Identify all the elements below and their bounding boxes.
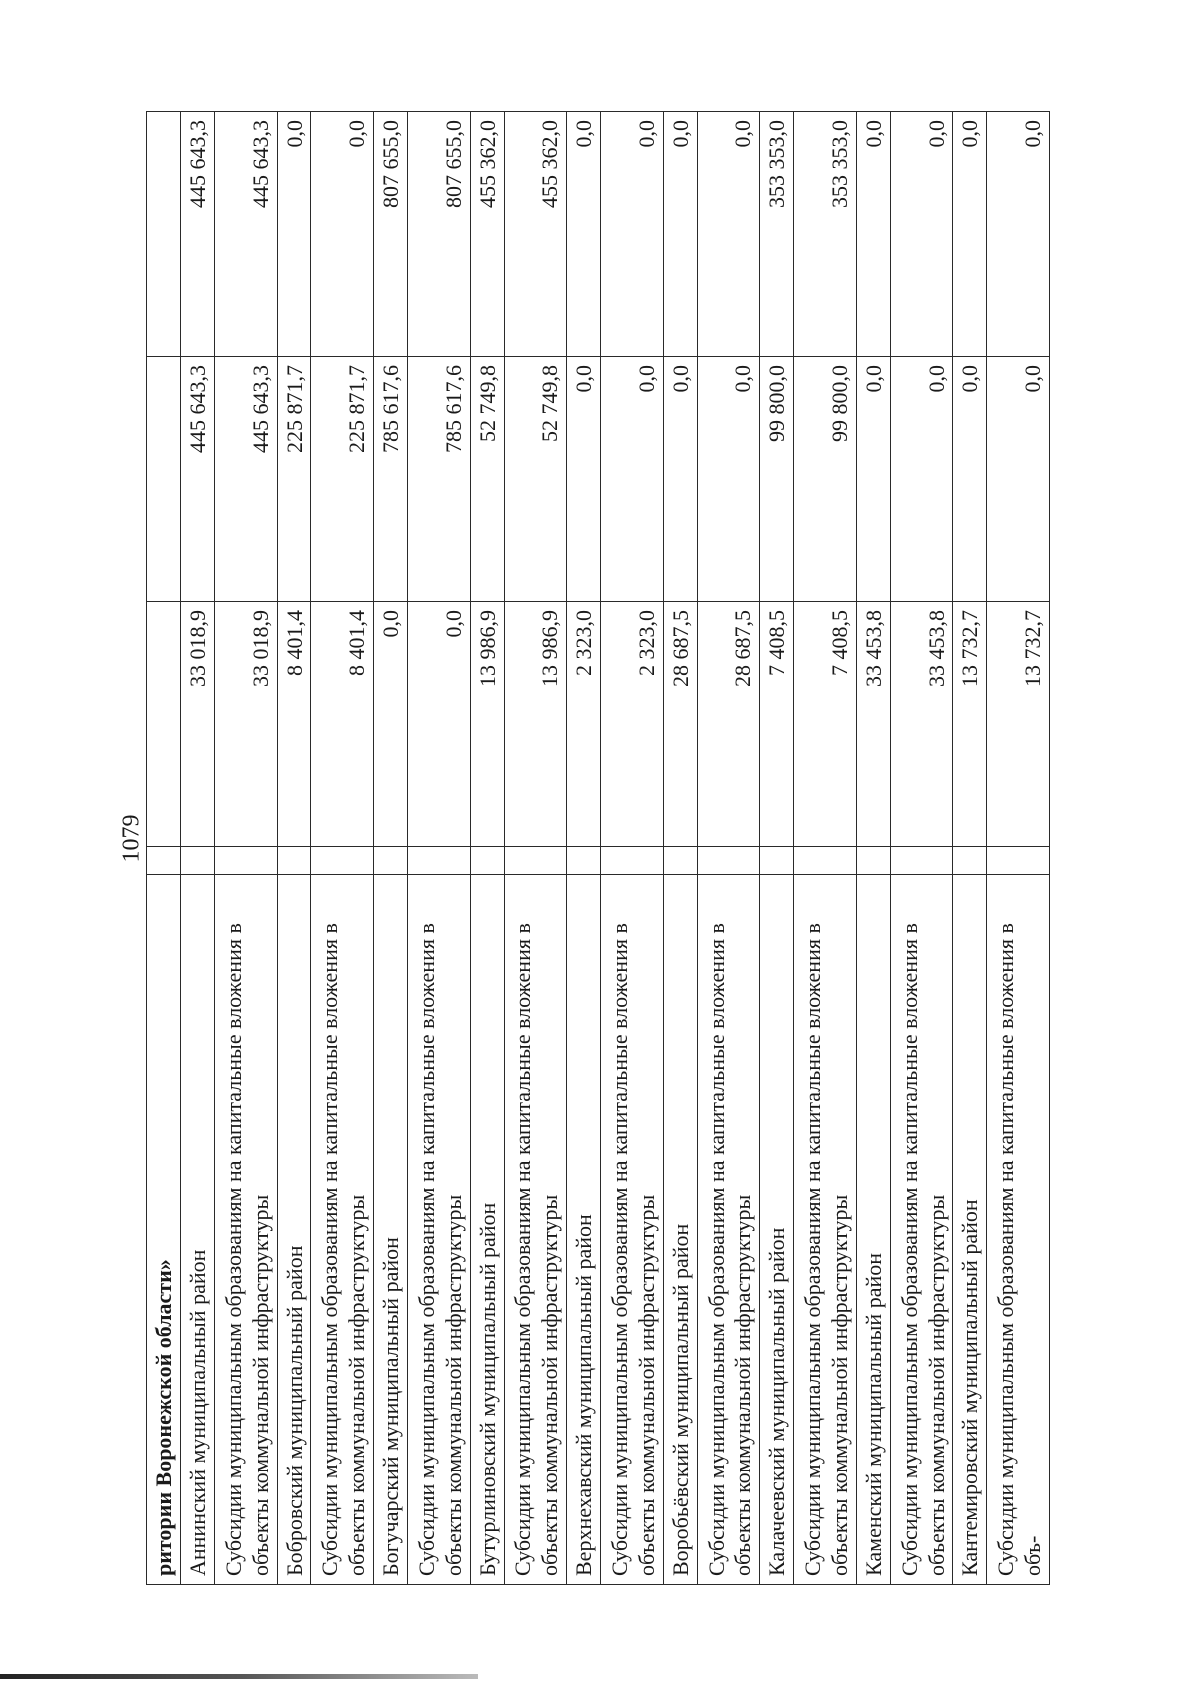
value-cell: 0,0 <box>408 602 471 847</box>
empty-cell <box>953 847 987 875</box>
row-name-cell: Верхнехавский муниципальный район <box>567 875 601 1585</box>
table-row <box>504 112 567 1585</box>
value-cell: 33 453,8 <box>856 602 890 847</box>
value-cell: 785 617,6 <box>374 357 408 602</box>
row-name-cell: Субсидии муниципальным образованиям на капитальные вложения в объ- <box>987 875 1050 1585</box>
row-name-cell: Субсидии муниципальным образованиям на капитальные вложения в объекты коммунальной инфраструктуры <box>504 875 567 1585</box>
value-cell: 13 732,7 <box>953 602 987 847</box>
value-cell: 0,0 <box>953 357 987 602</box>
table-row <box>987 112 1050 1585</box>
value-cell: 7 408,5 <box>760 602 794 847</box>
table-row <box>408 112 471 1585</box>
empty-cell <box>697 847 760 875</box>
value-cell: 0,0 <box>663 112 697 357</box>
value-cell: 2 323,0 <box>567 602 601 847</box>
value-cell: 13 986,9 <box>504 602 567 847</box>
table-cell <box>147 357 181 602</box>
table-row <box>856 112 890 1585</box>
empty-cell <box>180 847 214 875</box>
value-cell: 0,0 <box>697 112 760 357</box>
value-cell: 0,0 <box>567 357 601 602</box>
value-cell: 807 655,0 <box>374 112 408 357</box>
table-cell <box>147 112 181 357</box>
table-row <box>697 112 760 1585</box>
empty-cell <box>277 847 311 875</box>
value-cell: 0,0 <box>987 112 1050 357</box>
value-cell: 445 643,3 <box>180 112 214 357</box>
value-cell: 52 749,8 <box>470 357 504 602</box>
empty-cell <box>470 847 504 875</box>
value-cell: 99 800,0 <box>760 357 794 602</box>
table-row <box>277 112 311 1585</box>
empty-cell <box>890 847 953 875</box>
value-cell: 0,0 <box>856 112 890 357</box>
row-name-cell: Субсидии муниципальным образованиям на капитальные вложения в объекты коммунальной инфраструктуры <box>601 875 664 1585</box>
empty-cell <box>408 847 471 875</box>
empty-cell <box>601 847 664 875</box>
empty-cell <box>214 847 277 875</box>
value-cell: 0,0 <box>697 357 760 602</box>
value-cell: 0,0 <box>374 602 408 847</box>
value-cell: 0,0 <box>890 357 953 602</box>
value-cell: 445 643,3 <box>214 357 277 602</box>
table-cell <box>147 847 181 875</box>
value-cell: 225 871,7 <box>311 357 374 602</box>
value-cell: 0,0 <box>311 112 374 357</box>
empty-cell <box>504 847 567 875</box>
table-row <box>601 112 664 1585</box>
value-cell: 0,0 <box>601 357 664 602</box>
value-cell: 445 643,3 <box>180 357 214 602</box>
row-name-cell: Субсидии муниципальным образованиям на капитальные вложения в объекты коммунальной инфраструктуры <box>311 875 374 1585</box>
value-cell: 445 643,3 <box>214 112 277 357</box>
value-cell: 33 453,8 <box>890 602 953 847</box>
value-cell: 13 732,7 <box>987 602 1050 847</box>
table-row <box>470 112 504 1585</box>
value-cell: 0,0 <box>567 112 601 357</box>
table-header-row <box>147 112 181 1585</box>
row-name-cell: Субсидии муниципальным образованиям на капитальные вложения в объекты коммунальной инфраструктуры <box>697 875 760 1585</box>
row-name-cell: Аннинский муниципальный район <box>180 875 214 1585</box>
value-cell: 99 800,0 <box>794 357 857 602</box>
row-name-cell: Богучарский муниципальный район <box>374 875 408 1585</box>
value-cell: 455 362,0 <box>470 112 504 357</box>
row-name-cell: Субсидии муниципальным образованиям на капитальные вложения в объекты коммунальной инфраструктуры <box>890 875 953 1585</box>
empty-cell <box>374 847 408 875</box>
empty-cell <box>794 847 857 875</box>
table-row <box>567 112 601 1585</box>
value-cell: 455 362,0 <box>504 112 567 357</box>
empty-cell <box>760 847 794 875</box>
table-row <box>180 112 214 1585</box>
table-row <box>890 112 953 1585</box>
value-cell: 52 749,8 <box>504 357 567 602</box>
value-cell: 0,0 <box>277 112 311 357</box>
row-name-cell: Каменский муниципальный район <box>856 875 890 1585</box>
value-cell: 353 353,0 <box>794 112 857 357</box>
row-name-cell: Воробьёвский муниципальный район <box>663 875 697 1585</box>
budget-table <box>146 111 1050 1585</box>
empty-cell <box>663 847 697 875</box>
table-row <box>374 112 408 1585</box>
row-name-cell: Бутурлиновский муниципальный район <box>470 875 504 1585</box>
empty-cell <box>311 847 374 875</box>
value-cell: 13 986,9 <box>470 602 504 847</box>
table-row <box>794 112 857 1585</box>
page-number: 1079 <box>118 814 145 863</box>
value-cell: 28 687,5 <box>697 602 760 847</box>
table-row <box>760 112 794 1585</box>
value-cell: 8 401,4 <box>311 602 374 847</box>
value-cell: 0,0 <box>601 112 664 357</box>
value-cell: 0,0 <box>890 112 953 357</box>
value-cell: 8 401,4 <box>277 602 311 847</box>
value-cell: 33 018,9 <box>214 602 277 847</box>
table-cell <box>147 602 181 847</box>
value-cell: 0,0 <box>987 357 1050 602</box>
row-name-cell: Калачеевский муниципальный район <box>760 875 794 1585</box>
value-cell: 0,0 <box>663 357 697 602</box>
empty-cell <box>567 847 601 875</box>
value-cell: 0,0 <box>953 112 987 357</box>
value-cell: 807 655,0 <box>408 112 471 357</box>
empty-cell <box>856 847 890 875</box>
scan-edge-rule <box>0 1674 478 1679</box>
value-cell: 7 408,5 <box>794 602 857 847</box>
value-cell: 225 871,7 <box>277 357 311 602</box>
value-cell: 28 687,5 <box>663 602 697 847</box>
row-name-cell: Бобровский муниципальный район <box>277 875 311 1585</box>
value-cell: 2 323,0 <box>601 602 664 847</box>
value-cell: 0,0 <box>856 357 890 602</box>
row-name-cell: Субсидии муниципальным образованиям на капитальные вложения в объекты коммунальной инфраструктуры <box>214 875 277 1585</box>
value-cell: 353 353,0 <box>760 112 794 357</box>
table-row <box>953 112 987 1585</box>
empty-cell <box>987 847 1050 875</box>
row-name-cell: Кантемировский муниципальный район <box>953 875 987 1585</box>
row-name-cell: Субсидии муниципальным образованиям на капитальные вложения в объекты коммунальной инфраструктуры <box>794 875 857 1585</box>
rotated-table-container <box>146 112 1050 1585</box>
value-cell: 33 018,9 <box>180 602 214 847</box>
header-cell: ритории Воронежской области» <box>147 875 181 1585</box>
value-cell: 785 617,6 <box>408 357 471 602</box>
table-row <box>214 112 277 1585</box>
table-row <box>663 112 697 1585</box>
row-name-cell: Субсидии муниципальным образованиям на капитальные вложения в объекты коммунальной инфраструктуры <box>408 875 471 1585</box>
table-row <box>311 112 374 1585</box>
